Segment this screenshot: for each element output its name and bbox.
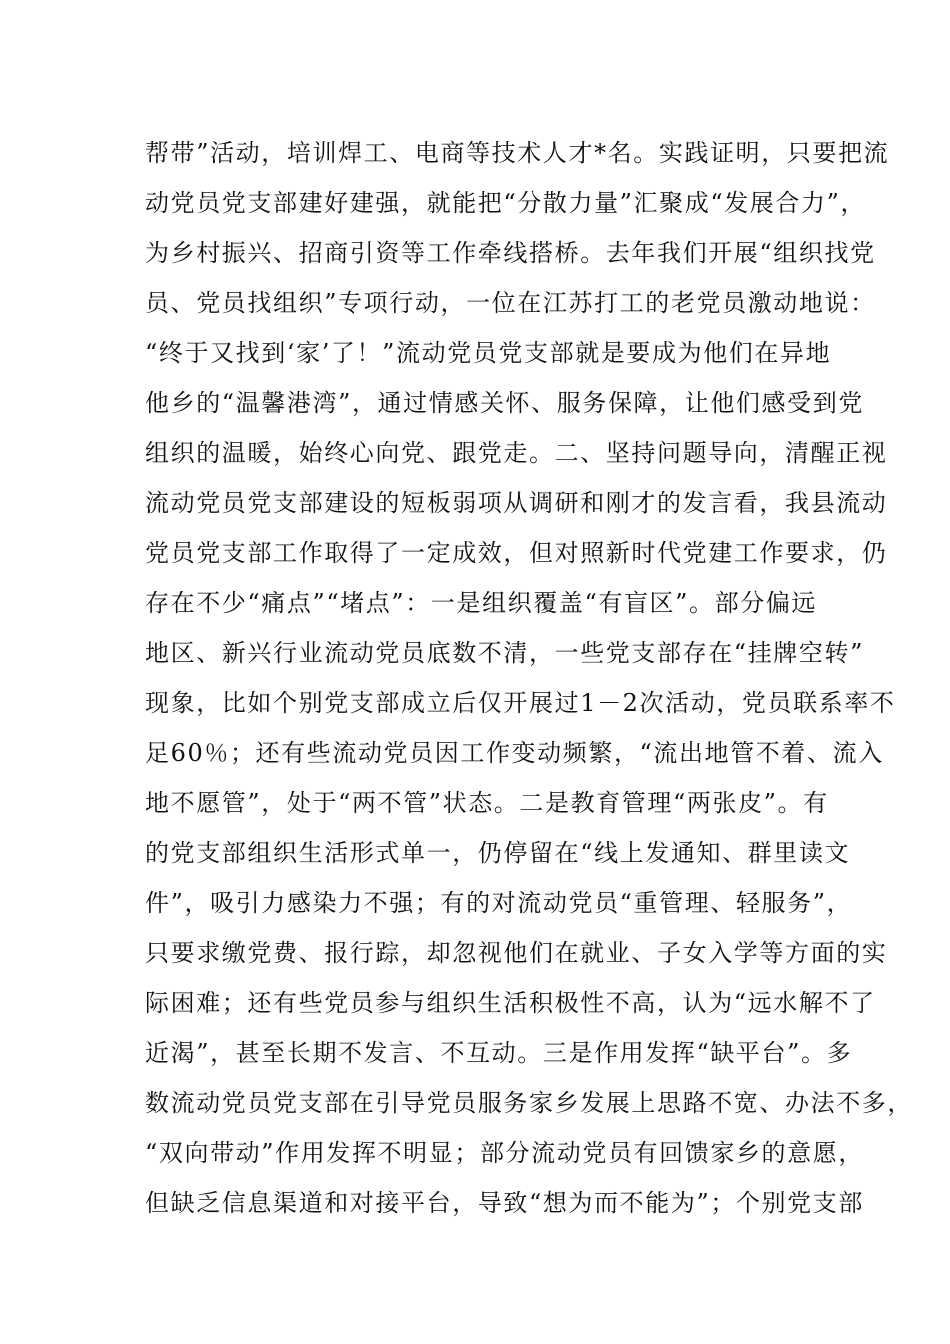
- text-line: “终于又找到‘家’了！”流动党员党支部就是要成为他们在异地: [145, 339, 832, 367]
- text-line: 存在不少“痛点”“堵点”：一是组织覆盖“有盲区”。部分偏远: [145, 589, 818, 617]
- text-line: 地区、新兴行业流动党员底数不清，一些党支部存在“挂牌空转”: [145, 639, 864, 667]
- text-line: 际困难；还有些党员参与组织生活积极性不高，认为“远水解不了: [145, 989, 876, 1017]
- text-line: 只要求缴党费、报行踪，却忽视他们在就业、子女入学等方面的实: [145, 939, 888, 967]
- text-line: 他乡的“温馨港湾”，通过情感关怀、服务保障，让他们感受到党: [145, 389, 864, 417]
- text-line: 员、党员找组织”专项行动，一位在江苏打工的老党员激动地说：: [145, 289, 876, 317]
- text-line: 现象，比如个别党支部成立后仅开展过1－2次活动，党员联系率不: [145, 689, 896, 717]
- text-line: 党员党支部工作取得了一定成效，但对照新时代党建工作要求，仍: [145, 539, 888, 567]
- text-line: “双向带动”作用发挥不明显；部分流动党员有回馈家乡的意愿，: [145, 1139, 864, 1167]
- text-line: 但缺乏信息渠道和对接平台，导致“想为而不能为”；个别党支部: [145, 1189, 864, 1217]
- text-line: 帮带”活动，培训焊工、电商等技术人才*名。实践证明，只要把流: [145, 139, 890, 167]
- text-line: 为乡村振兴、招商引资等工作牵线搭桥。去年我们开展“组织找党: [145, 239, 876, 267]
- text-line: 近渴”，甚至长期不发言、不互动。三是作用发挥“缺平台”。多: [145, 1039, 853, 1067]
- body-text: [145, 128, 913, 1228]
- text-line: 件”，吸引力感染力不强；有的对流动党员“重管理、轻服务”，: [145, 889, 853, 917]
- text-line: 流动党员党支部建设的短板弱项从调研和刚才的发言看，我县流动: [145, 489, 888, 517]
- text-line: 动党员党支部建好建强，就能把“分散力量”汇聚成“发展合力”，: [145, 189, 867, 217]
- text-line: 的党支部组织生活形式单一，仍停留在“线上发通知、群里读文: [145, 839, 851, 867]
- text-line: 组织的温暖，始终心向党、跟党走。二、坚持问题导向，清醒正视: [145, 439, 888, 467]
- text-line: 足60％；还有些流动党员因工作变动频繁，“流出地管不着、流入: [145, 739, 884, 767]
- text-line: 地不愿管”，处于“两不管”状态。二是教育管理“两张皮”。有: [145, 789, 829, 817]
- text-line: 数流动党员党支部在引导党员服务家乡发展上思路不宽、办法不多，: [145, 1089, 913, 1117]
